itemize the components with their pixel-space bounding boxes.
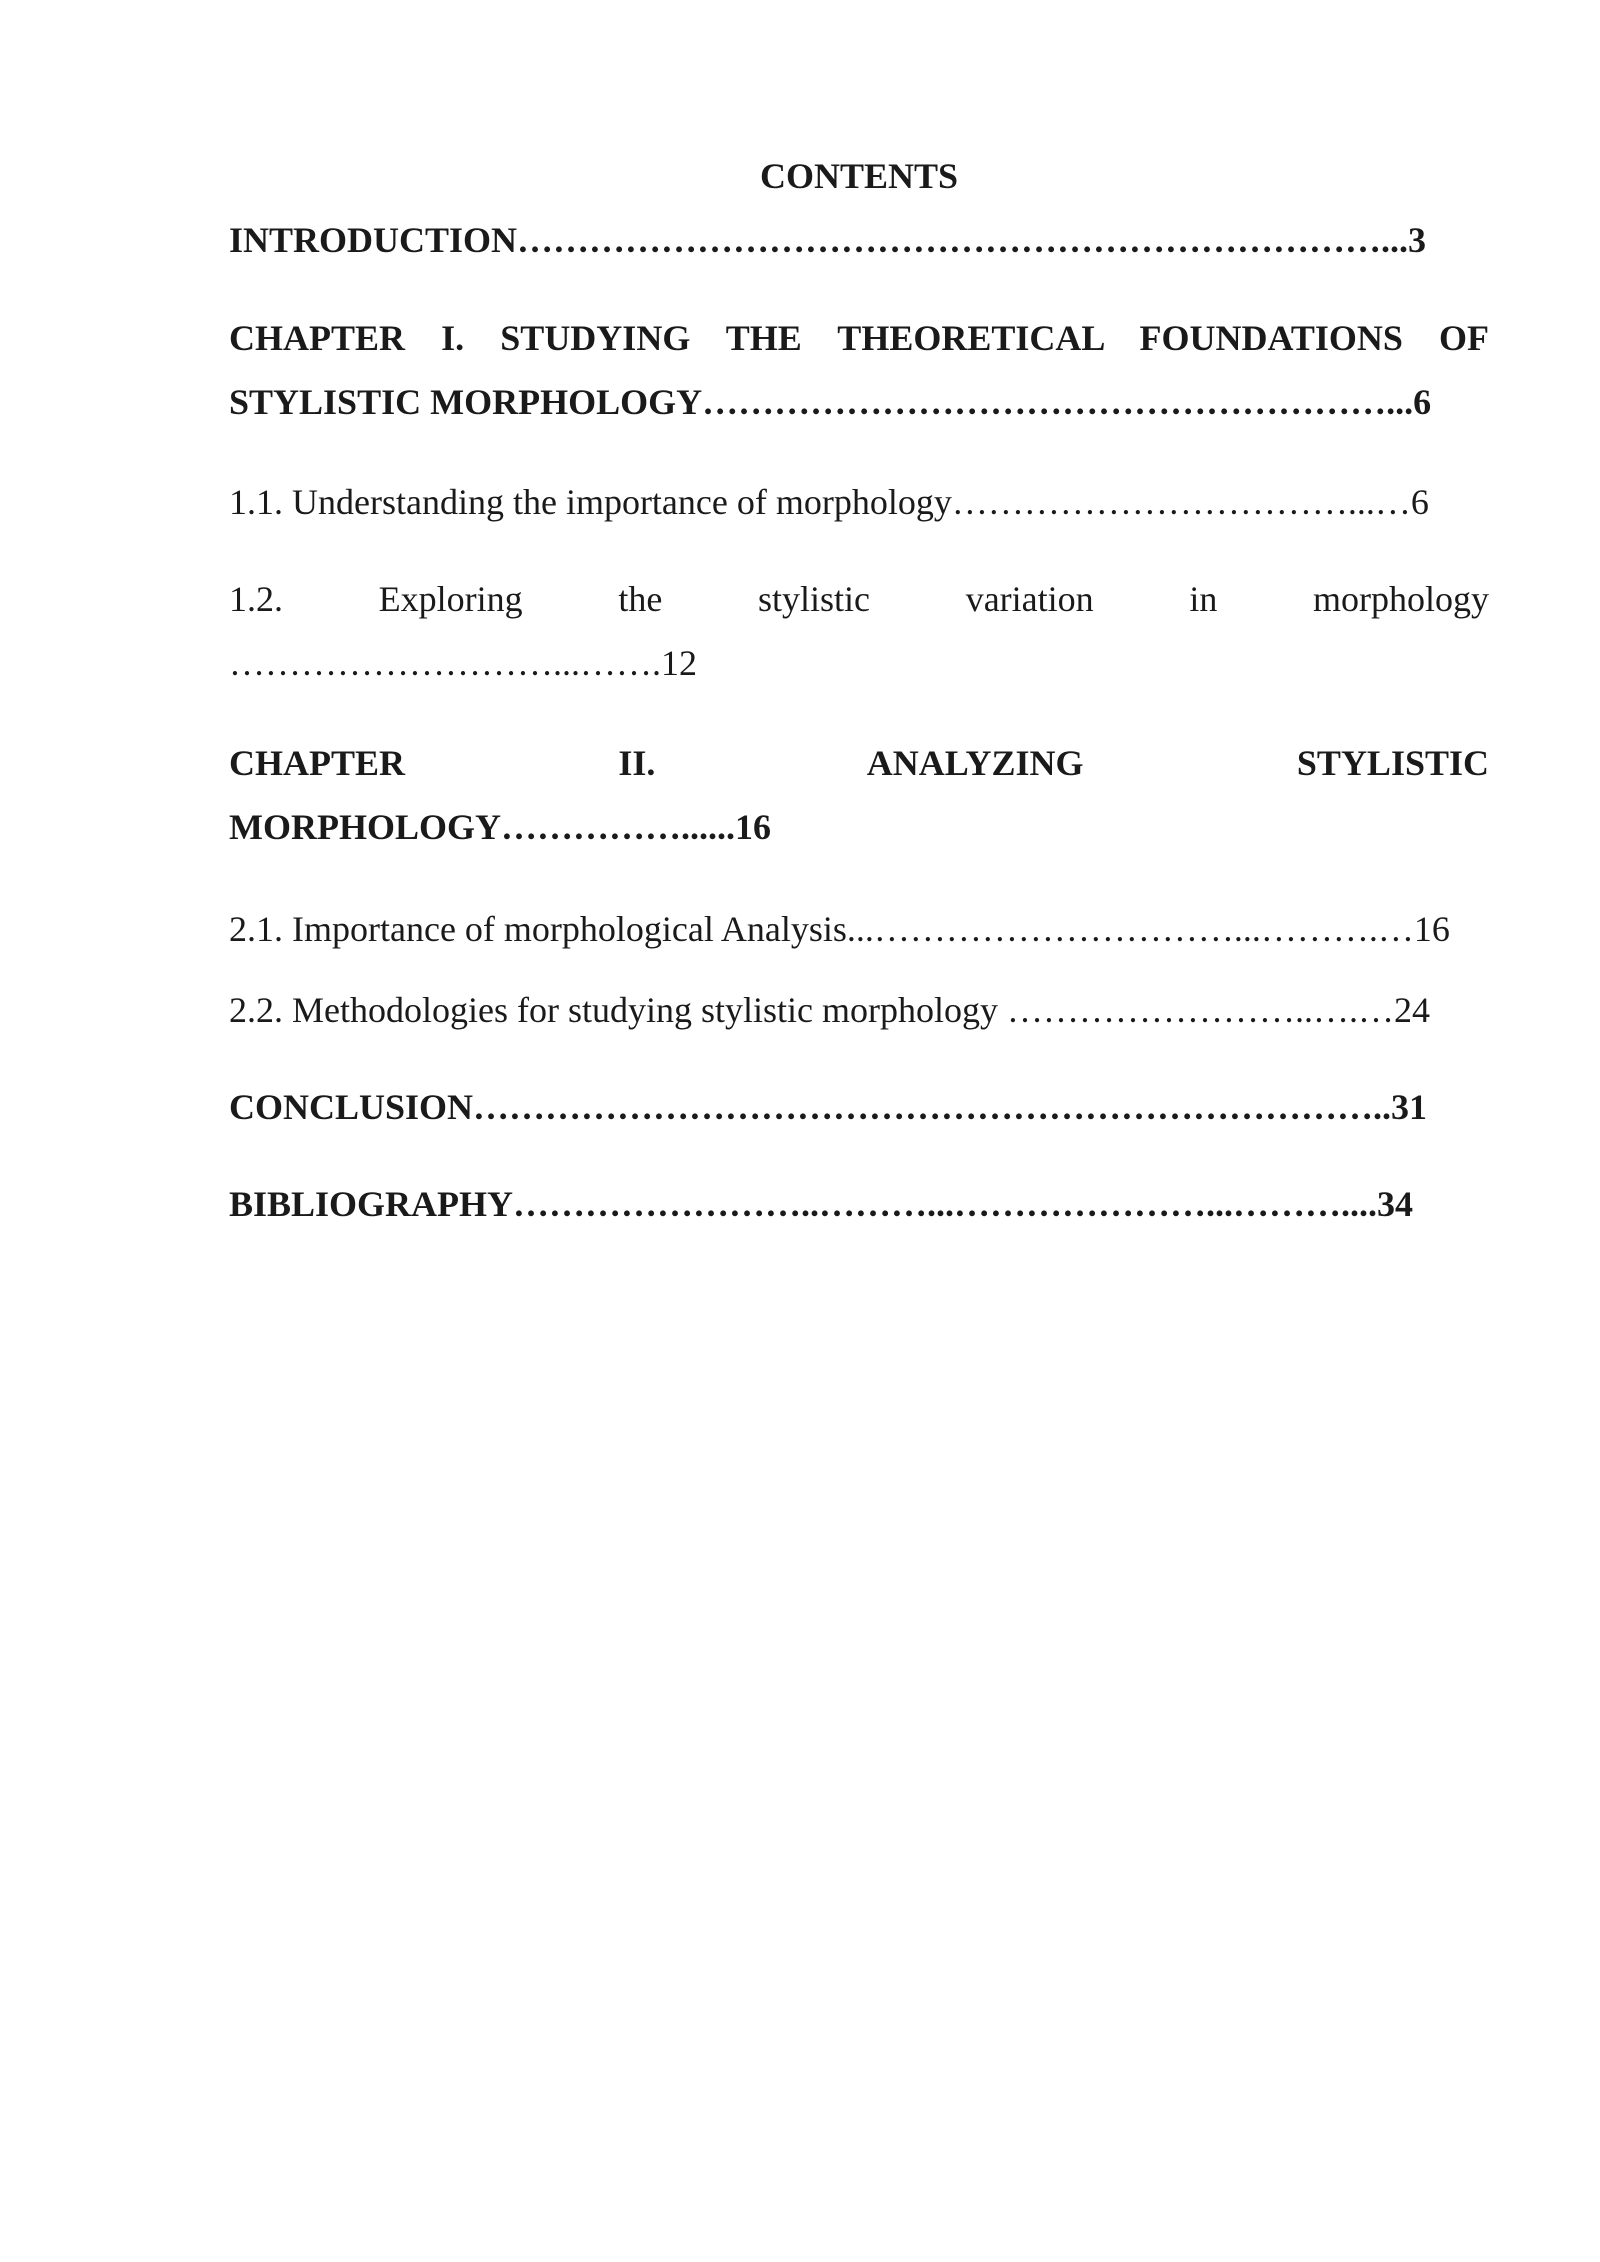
- toc-entry-chapter-1-line1: CHAPTER I. STUDYING THE THEORETICAL FOUNDATIONS OF: [229, 318, 1489, 358]
- toc-entry-2-1: 2.1. Importance of morphological Analysis...…………………………...……….…16: [229, 909, 1450, 949]
- document-page: [229, 0, 1489, 2262]
- toc-entry-1-1: 1.1. Understanding the importance of morphology……………………………...…6: [229, 482, 1429, 522]
- toc-entry-introduction: INTRODUCTION………………………………………………………………...3: [229, 220, 1427, 260]
- toc-entry-1-2-line1: 1.2. Exploring the stylistic variation in morphology: [229, 579, 1489, 619]
- toc-entry-chapter-1-line2: STYLISTIC MORPHOLOGY…………………………………………………...6: [229, 382, 1432, 422]
- toc-entry-chapter-2-line1: CHAPTER II. ANALYZING STYLISTIC: [229, 743, 1489, 783]
- toc-entry-chapter-2-line2: MORPHOLOGY……………......16: [229, 807, 771, 847]
- toc-entry-2-2: 2.2. Methodologies for studying stylistic morphology ……………………..….…24: [229, 990, 1430, 1030]
- contents-title: CONTENTS: [759, 156, 959, 196]
- toc-entry-bibliography: BIBLIOGRAPHY……………………..………...…………………...………....34: [229, 1184, 1414, 1224]
- toc-entry-conclusion: CONCLUSION…………………………………………………………………..31: [229, 1087, 1428, 1127]
- toc-entry-1-2-line2: ………………………...…….12: [229, 643, 697, 683]
